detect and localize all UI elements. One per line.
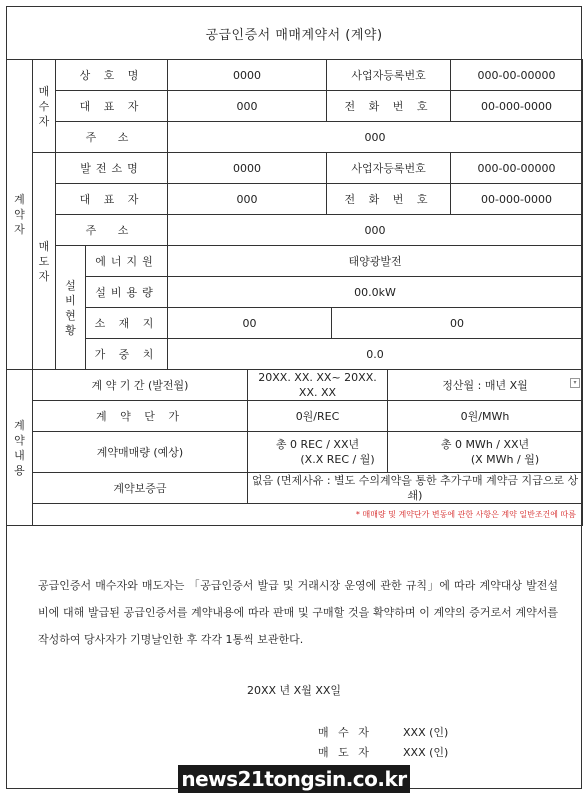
label-volume: 계약매매량 (예상) — [33, 432, 248, 473]
buyer-representative: 000 — [168, 91, 327, 122]
volume-rec-total: 총 0 REC / XX년 — [275, 438, 360, 451]
label-seller-representative: 대 표 자 — [56, 184, 168, 215]
signature-buyer-role: 매 수 자 — [318, 726, 372, 739]
buyer-company-name: 0000 — [168, 60, 327, 91]
seller-address: 000 — [168, 215, 583, 246]
seller-capacity: 00.0kW — [168, 277, 583, 308]
label-seller-phone: 전 화 번 호 — [327, 184, 451, 215]
document-title: 공급인증서 매매계약서 (계약) — [6, 6, 582, 60]
agreement-body-text: 공급인증서 매수자와 매도자는 「공급인증서 발급 및 거래시장 운영에 관한 규칙」에 따라 계약대상 발전설비에 대해 발급된 공급인증서를 계약내용에 따라 판매 및 구매할 것을 확약하며 이 계약의 증거로서 계약서를 작성하여 당사자가 기명날인한 후 각각 1통씩 보관한다. — [38, 579, 558, 646]
contract-form-table — [6, 59, 583, 526]
volume-rec-monthly: (X.X REC / 월) — [300, 453, 375, 466]
label-facility — [56, 246, 86, 370]
label-buyer — [33, 60, 56, 153]
label-unit-price: 계 약 단 가 — [33, 401, 248, 432]
volume-mwh-monthly: (X MWh / 월) — [470, 453, 540, 466]
seller-weight: 0.0 — [168, 339, 583, 370]
chevron-down-icon: ▾ — [570, 378, 580, 388]
seller-representative: 000 — [168, 184, 327, 215]
label-contractor-text: 계 약 자 — [14, 193, 25, 236]
contract-period: 20XX. XX. XX~ 20XX. XX. XX — [248, 370, 388, 401]
label-contractor — [7, 60, 33, 370]
label-address: 주 소 — [56, 122, 168, 153]
signature-buyer — [318, 724, 448, 740]
label-seller-address: 주 소 — [56, 215, 168, 246]
label-representative: 대 표 자 — [56, 91, 168, 122]
seller-business-reg-no: 000-00-00000 — [451, 153, 583, 184]
label-company-name: 상 호 명 — [56, 60, 168, 91]
contract-date: 20XX 년 X월 XX일 — [246, 684, 342, 697]
seller-energy-source: 태양광발전 — [168, 246, 583, 277]
signature-seller-role: 매 도 자 — [318, 746, 372, 759]
label-seller — [33, 153, 56, 370]
label-business-reg-no: 사업자등록번호 — [327, 60, 451, 91]
label-buyer-text: 매 수 자 — [38, 84, 50, 128]
label-plant-name: 발전소명 — [56, 153, 168, 184]
seller-phone: 00-000-0000 — [451, 184, 583, 215]
seller-location-1: 00 — [168, 308, 332, 339]
volume-mwh-total: 총 0 MWh / XX년 — [440, 438, 530, 451]
label-energy-source: 에너지원 — [86, 246, 168, 277]
contract-price-mwh: 0원/MWh — [388, 401, 583, 432]
signature-seller-name: XXX (인) — [403, 746, 449, 759]
seller-location-2: 00 — [332, 308, 583, 339]
contract-settlement: 정산월 : 매년 X월 — [388, 370, 583, 401]
label-capacity: 설비용량 — [86, 277, 168, 308]
label-weight: 가 중 치 — [86, 339, 168, 370]
seller-plant-name: 0000 — [168, 153, 327, 184]
label-seller-text: 매 도 자 — [38, 239, 50, 283]
contract-note: * 매매량 및 계약단가 변동에 관한 사항은 계약 일반조건에 따름 — [33, 504, 583, 526]
contract-volume-mwh — [388, 432, 583, 473]
buyer-address: 000 — [168, 122, 583, 153]
signature-buyer-name: XXX (인) — [403, 726, 449, 739]
label-location: 소 재 지 — [86, 308, 168, 339]
signature-seller — [318, 744, 448, 760]
label-period: 계 약 기 간 (발전월) — [33, 370, 248, 401]
label-contract-content-text: 계 약 내 용 — [14, 418, 25, 477]
contract-price-rec: 0원/REC — [248, 401, 388, 432]
contract-deposit: 없음 (면제사유 : 별도 수의계약을 통한 추가구매 계약금 지급으로 상쇄) — [248, 473, 583, 504]
buyer-phone: 00-000-0000 — [451, 91, 583, 122]
buyer-business-reg-no: 000-00-00000 — [451, 60, 583, 91]
watermark-logo: news21tongsin.co.kr — [178, 765, 410, 793]
label-seller-business-reg-no: 사업자등록번호 — [327, 153, 451, 184]
contract-volume-rec — [248, 432, 388, 473]
label-phone: 전 화 번 호 — [327, 91, 451, 122]
label-facility-text: 설 비 현 황 — [65, 278, 76, 337]
label-contract-content — [7, 370, 33, 526]
label-deposit: 계약보증금 — [33, 473, 248, 504]
